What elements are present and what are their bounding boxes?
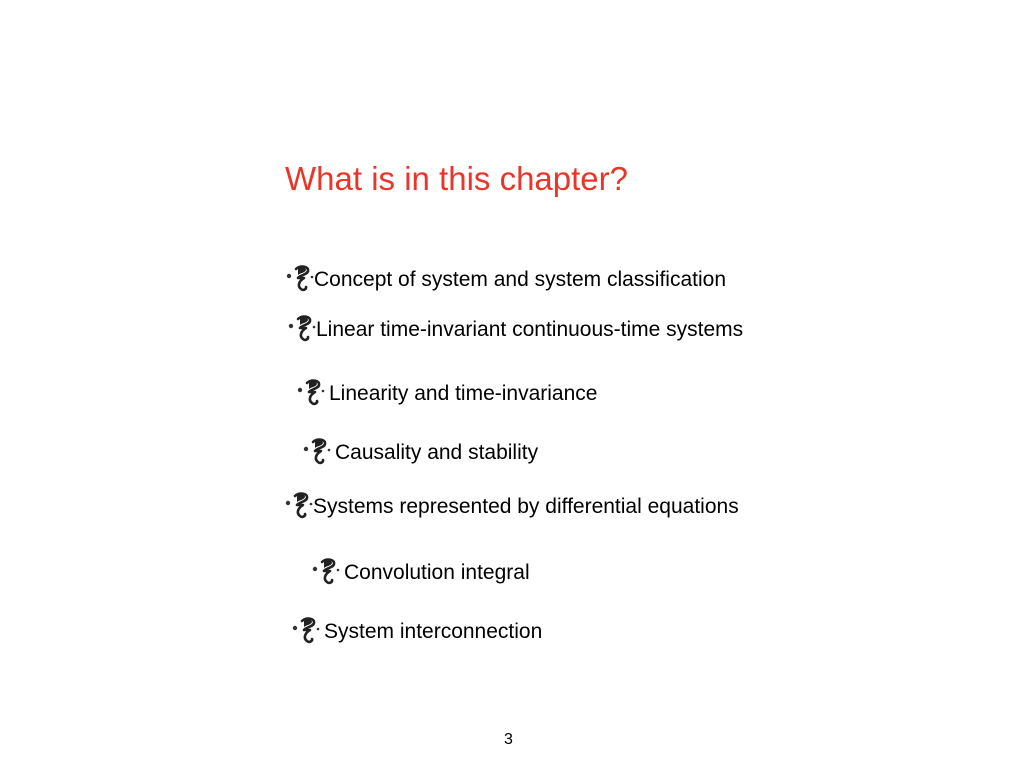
swirl-bullet-icon bbox=[292, 615, 320, 645]
bullet-item bbox=[297, 376, 597, 408]
swirl-bullet-icon bbox=[312, 556, 340, 586]
swirl-bullet-icon bbox=[288, 313, 316, 343]
bullet-text: Causality and stability bbox=[335, 441, 539, 464]
bullet-text: Systems represented by differential equations bbox=[313, 495, 739, 518]
bullet-text: Convolution integral bbox=[344, 561, 530, 584]
bullet-item bbox=[285, 489, 739, 521]
bullet-item bbox=[292, 614, 542, 646]
bullet-item bbox=[286, 262, 726, 294]
swirl-bullet-icon bbox=[303, 436, 331, 466]
bullet-text: System interconnection bbox=[324, 620, 543, 643]
bullet-item bbox=[288, 312, 743, 344]
swirl-bullet-icon bbox=[297, 377, 325, 407]
bullet-text: Linearity and time-invariance bbox=[329, 382, 598, 405]
bullet-item bbox=[303, 435, 538, 467]
page-number: 3 bbox=[504, 731, 513, 748]
bullet-text: Linear time-invariant continuous-time systems bbox=[316, 318, 744, 341]
swirl-bullet-icon bbox=[285, 490, 313, 520]
slide-title: What is in this chapter? bbox=[285, 160, 628, 197]
swirl-bullet-icon bbox=[286, 263, 314, 293]
bullet-item bbox=[312, 555, 530, 587]
bullet-text: Concept of system and system classification bbox=[314, 268, 727, 291]
